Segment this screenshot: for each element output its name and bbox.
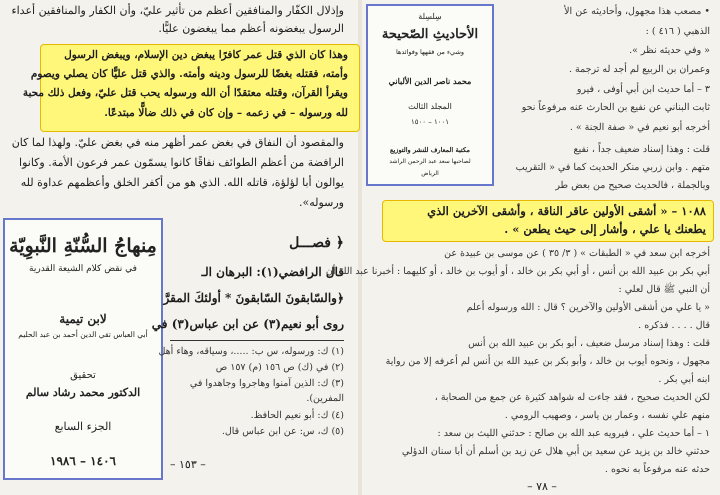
right-body-line: منهم علي نفسه ، وعمار بن ياسر ، وصهيب الرومي . — [504, 410, 710, 421]
right-text-line: • مصعب هذا مجهول، وأحاديثه عن الأ — [564, 6, 710, 17]
footnote: (٥) ك، س: عن ابن عباس قال. — [221, 426, 344, 437]
silsilah-cover — [366, 4, 494, 186]
cover-range: ١٠٠١ – ١٥٠٠ — [410, 118, 450, 126]
page-number: – ٧٨ – — [527, 480, 557, 493]
cover-author: محمد ناصر الدين الألباني — [388, 76, 472, 86]
right-text-line: ٣ – أما حديث ابن أبي أوفى ، فيرو — [576, 84, 710, 95]
cover-subtitle: في نقض كلام الشيعة القدرية — [29, 264, 137, 274]
highlight-line: وهذا كان الذي قتل عمر كافرًا يبغض دين الإسلام، ويبغض الرسول — [64, 49, 348, 61]
hadith-text-line: ١٠٨٨ – « أشقى الأولين عاقر الناقة ، وأشقى الآخرين الذي — [427, 204, 706, 218]
right-text-line: الذهبي ( ٤١٦ ) : — [645, 26, 710, 37]
right-body-line: لكن الحديث صحيح ، فقد جاءت له شواهد كثيرة عن جمع من الصحابة ، — [434, 392, 710, 403]
left-text-line: والمقصود أن النفاق في بغض عمر أظهر منه في بغض عليّ. ولهذا لما كان — [11, 136, 344, 149]
footnote: (١) ك: ورسوله، س ب: .....، وسياقه، وهاء أهل — [158, 346, 344, 357]
right-text-line: ثابت البناني عن نفيع بن الحارث عنه مرفوعاً نحو — [521, 102, 710, 113]
cover-publisher: مكتبة المعارف للنشر والتوزيع — [390, 146, 470, 154]
cover-editor-label: تحقيق — [70, 370, 96, 381]
left-text-line: الرافضة من أعظم الطوائف نفاقًا كانوا يسمّون عمر فرعون الأمة. وكانوا — [19, 156, 344, 169]
right-text-line: أخرجه أبو نعيم في « صفة الجنة » . — [569, 122, 710, 133]
right-body-line: أخرجه ابن سعد في « الطبقات » ( ٣/ ٣٥ ) عن موسى بن عبيدة عن — [444, 248, 710, 259]
right-text-line: وعمران بن الربيع لم أجد له ترجمة . — [568, 64, 710, 75]
footnote: المفرين). — [306, 393, 344, 404]
right-text-line: قلت : وهذا إسناد ضعيف جداً ، نفيع — [573, 144, 710, 155]
left-text-line: يوالون أبا لؤلؤة، قاتله الله. الذي هو من أكفر الخلق وأعظمهم عداوة لله — [20, 176, 344, 189]
minhaj-cover — [3, 218, 163, 480]
cover-author: لابن تيمية — [59, 312, 107, 326]
right-text-line: وبالجملة ، فالحديث صحيح من بعض طر — [555, 180, 710, 191]
right-body-line: أن النبي ﷺ قال لعلي : — [618, 284, 710, 295]
page-number: – ١٥٣ – — [170, 458, 206, 471]
cover-title: مِنهاجُ السُّنّةِ النَّبوِيّة — [9, 235, 157, 257]
right-body-line: حدثه عنه مرفوعاً به نحوه . — [604, 464, 710, 475]
left-book-page — [0, 0, 358, 495]
highlight-line: وأمته، فقتله بغضًا للرسول ودينه وأمته. والذي قتل عليًّا كان يصلي ويصوم — [30, 68, 348, 80]
cover-subtitle: وشيء من فقهها وفوائدها — [395, 48, 465, 56]
cover-series: سِلسِلة — [418, 12, 442, 21]
cover-author-full: أبي العباس تقي الدين أحمد بن عبد الحليم — [18, 330, 148, 339]
right-text-line: متهم . وابن زربي منكر الحديث كما في « التقريب — [515, 162, 710, 173]
right-body-line: ١ – أما حديث علي ، فيرويه عبد الله بن صالح : حدثني الليث بن سعد : — [437, 428, 710, 439]
section-heading: ﴿ فصـــل — [289, 235, 344, 251]
right-body-line: مجهول ، ونحوه أيوب بن خالد ، وأبو بكر بن عبيد الله بن أنس لم أعرفه إلا من رواية — [385, 356, 710, 367]
cover-year: ١٤٠٦ – ١٩٨٦ — [50, 454, 116, 468]
footnote: (٤) ك: أبو نعيم الحافظ. — [250, 410, 344, 421]
left-body-line: قال الرافضي(١): البرهان الـ — [201, 265, 344, 279]
right-body-line: ابنه أبي بكر . — [658, 374, 710, 385]
left-body-line: روى أبو نعيم(٣) عن ابن عباس(٣) في — [151, 317, 344, 331]
cover-city: الرياض — [421, 170, 439, 177]
right-text-line: « وفي حديثه نظر ». — [629, 45, 710, 56]
right-body-line: قلت : وهذا إسناد مرسل ضعيف ، أبو بكر بن عبيد الله بن أنس — [468, 338, 710, 349]
cover-editor-name: الدكتور محمد رشاد سالم — [25, 386, 141, 399]
cover-title: الأحاديثِ الصّحيحة — [381, 27, 479, 42]
footnote: (٣) ك: الذين آمنوا وهاجروا وجاهدوا في — [189, 378, 344, 389]
highlight-line: ويقرأ القرآن، وقتله معتقدًا أن الله ورسوله يحب قتل عليّ، وفعل ذلك محبة — [22, 87, 348, 99]
left-text-line: ورسوله». — [299, 196, 344, 209]
hadith-text-line: يطعنك يا علي ، وأشار إلى حيث يطعن » . — [504, 222, 706, 236]
footnote-divider — [170, 340, 344, 341]
right-body-line: أبي بكر بن عبيد الله بن أنس ، أو أبي بكر بن خالد ، أو أيوب بن خالد ، أو كليهما : أخبرنا عبد الله أن — [325, 266, 710, 277]
right-body-line: حدثني خالد بن يزيد عن سعيد بن أبي هلال عن زيد بن أسلم أن أبا سنان الدؤلي — [401, 446, 710, 457]
left-text-line: الرسول يبغضونه أعظم مما يبغضون عليًّا. — [158, 22, 344, 35]
cover-volume: المجلد الثالث — [408, 102, 452, 111]
left-body-line: ﴿والسّابقونَ السّابقونَ * أولئكَ المقرَّ — [163, 291, 344, 305]
cover-volume: الجزء السابع — [54, 420, 112, 433]
footnote: (٢) في (ك) ص ١٥٦ (م) ١٥٧ ص — [215, 362, 344, 373]
left-text-line: وإذلال الكفّار والمنافقين أعظم من تأثير عليّ، وأن الكفار والمنافقين أعداء — [11, 4, 344, 17]
highlight-line: لله ورسوله – في زعمه – وإن كان في ذلك ضالًّا مبتدعًا. — [104, 107, 348, 119]
right-body-line: « يا علي من أشقى الأولين والآخرين ؟ قال : الله ورسوله أعلم — [466, 302, 710, 313]
cover-publisher-owner: لصاحبها سعد عبد الرحمن الراشد — [389, 158, 471, 165]
right-body-line: قال . . . . فذكره . — [638, 320, 710, 331]
